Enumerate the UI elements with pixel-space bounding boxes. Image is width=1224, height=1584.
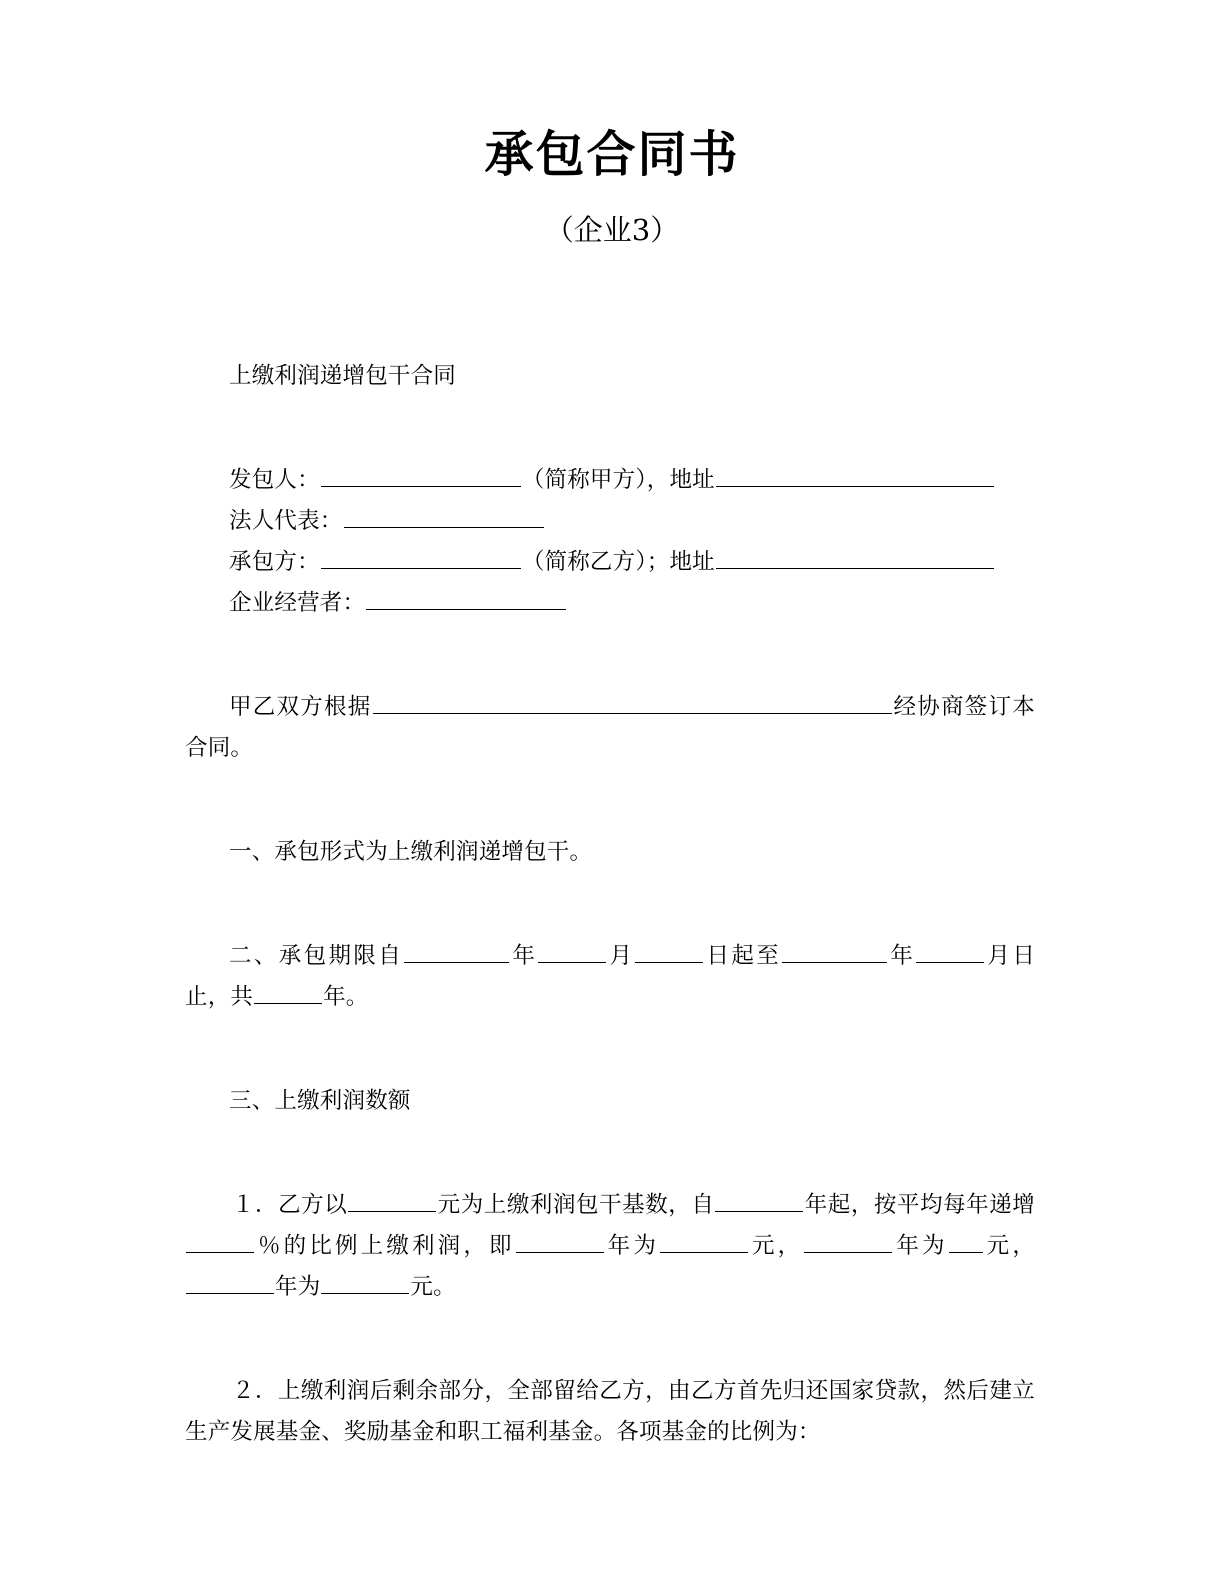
spacer xyxy=(185,873,1035,936)
clause-2-tail-unit: 年。 xyxy=(323,983,369,1010)
year-1-blank[interactable] xyxy=(516,1230,604,1252)
sub-clause-1-seg-2: 元为上缴利润包干基数，自 xyxy=(437,1191,715,1218)
base-year-blank[interactable] xyxy=(715,1189,803,1211)
sub-clause-1-number: １． xyxy=(232,1191,279,1218)
spacer xyxy=(185,1308,1035,1371)
clause-1-text: 承包形式为上缴利润递增包干。 xyxy=(274,838,593,865)
sub-clause-1-seg-7: 年为 xyxy=(893,1232,948,1259)
party-a-line xyxy=(185,460,1035,501)
start-year-unit: 年 xyxy=(510,942,538,969)
sub-clause-1-seg-5: 年为 xyxy=(604,1232,660,1259)
sub-clause-2-text: 上缴利润后剩余部分，全部留给乙方，由乙方首先归还国家贷款，然后建立生产发展基金、奖励基金和职工福利基金。各项基金的比例为： xyxy=(185,1377,1035,1445)
party-b-label: 承包方： xyxy=(229,548,320,575)
sub-clause-1-seg-1: 乙方以 xyxy=(278,1191,348,1218)
clause-2-number: 二、 xyxy=(229,942,279,969)
document-body xyxy=(0,356,1224,1453)
party-b-address-blank[interactable] xyxy=(716,546,994,568)
spacer xyxy=(185,1122,1035,1185)
clause-2-tail: 日止，共 xyxy=(185,942,1036,1010)
sub-clause-1-seg-4: ％的比例上缴利润，即 xyxy=(255,1232,515,1259)
sub-clause-1-seg-9: 年为 xyxy=(275,1273,321,1300)
legal-rep-label: 法人代表： xyxy=(229,507,343,534)
sub-clause-1 xyxy=(185,1185,1035,1308)
end-month-unit: 月 xyxy=(985,942,1013,969)
party-a-label: 发包人： xyxy=(229,466,320,493)
party-a-alias: （简称甲方），地址 xyxy=(521,466,715,493)
sub-clause-1-seg-3: 年起，按平均每年递增 xyxy=(804,1191,1035,1218)
party-a-name-blank[interactable] xyxy=(321,464,521,486)
sub-clause-2-number: ２． xyxy=(232,1377,278,1404)
section-heading-contract-type: 上缴利润递增包干合同 xyxy=(229,362,457,389)
operator-line xyxy=(185,583,1035,624)
start-day-blank[interactable] xyxy=(635,940,703,962)
clause-3-text: 上缴利润数额 xyxy=(274,1087,411,1114)
end-month-blank[interactable] xyxy=(916,940,984,962)
total-years-blank[interactable] xyxy=(254,981,322,1003)
operator-label: 企业经营者： xyxy=(229,589,366,616)
clause-1 xyxy=(185,832,1035,873)
party-b-line xyxy=(185,542,1035,583)
start-year-blank[interactable] xyxy=(404,940,509,962)
base-amount-blank[interactable] xyxy=(348,1189,436,1211)
year-2-blank[interactable] xyxy=(804,1230,892,1252)
clause-3-number: 三、 xyxy=(229,1087,275,1114)
start-month-unit: 月 xyxy=(607,942,635,969)
spacer xyxy=(185,769,1035,832)
page-title: 承包合同书 xyxy=(484,126,740,183)
page-subtitle: （企业3） xyxy=(544,212,680,247)
amount-1-blank[interactable] xyxy=(660,1230,748,1252)
growth-rate-blank[interactable] xyxy=(186,1230,254,1252)
party-b-name-blank[interactable] xyxy=(321,546,521,568)
end-year-blank[interactable] xyxy=(782,940,887,962)
preamble-tail: 经协商签订本合同。 xyxy=(185,693,1035,761)
preamble-paragraph xyxy=(185,687,1035,769)
legal-rep-blank[interactable] xyxy=(344,505,544,527)
year-3-blank[interactable] xyxy=(186,1271,274,1293)
clause-2-lead: 承包期限自 xyxy=(278,942,404,969)
party-a-address-blank[interactable] xyxy=(716,464,994,486)
sub-clause-2 xyxy=(185,1371,1035,1453)
amount-3-blank[interactable] xyxy=(321,1271,409,1293)
spacer xyxy=(185,1018,1035,1081)
sub-clause-1-seg-6: 元， xyxy=(749,1232,804,1259)
amount-2-blank[interactable] xyxy=(949,1230,983,1252)
preamble-lead: 甲乙双方根据 xyxy=(229,693,372,720)
title-block xyxy=(0,0,1224,248)
spacer xyxy=(185,624,1035,687)
spacer xyxy=(185,397,1035,460)
start-day-unit: 日起至 xyxy=(704,942,782,969)
party-b-alias: （简称乙方）；地址 xyxy=(521,548,715,575)
preamble-basis-blank[interactable] xyxy=(373,691,892,713)
end-year-unit: 年 xyxy=(888,942,916,969)
start-month-blank[interactable] xyxy=(538,940,606,962)
clause-1-number: 一、 xyxy=(229,838,275,865)
clause-2 xyxy=(185,936,1035,1018)
legal-rep-line xyxy=(185,501,1035,542)
operator-blank[interactable] xyxy=(366,587,566,609)
clause-3 xyxy=(185,1081,1035,1122)
sub-clause-1-seg-10: 元。 xyxy=(410,1273,456,1300)
sub-clause-1-seg-8: 元， xyxy=(983,1232,1036,1259)
